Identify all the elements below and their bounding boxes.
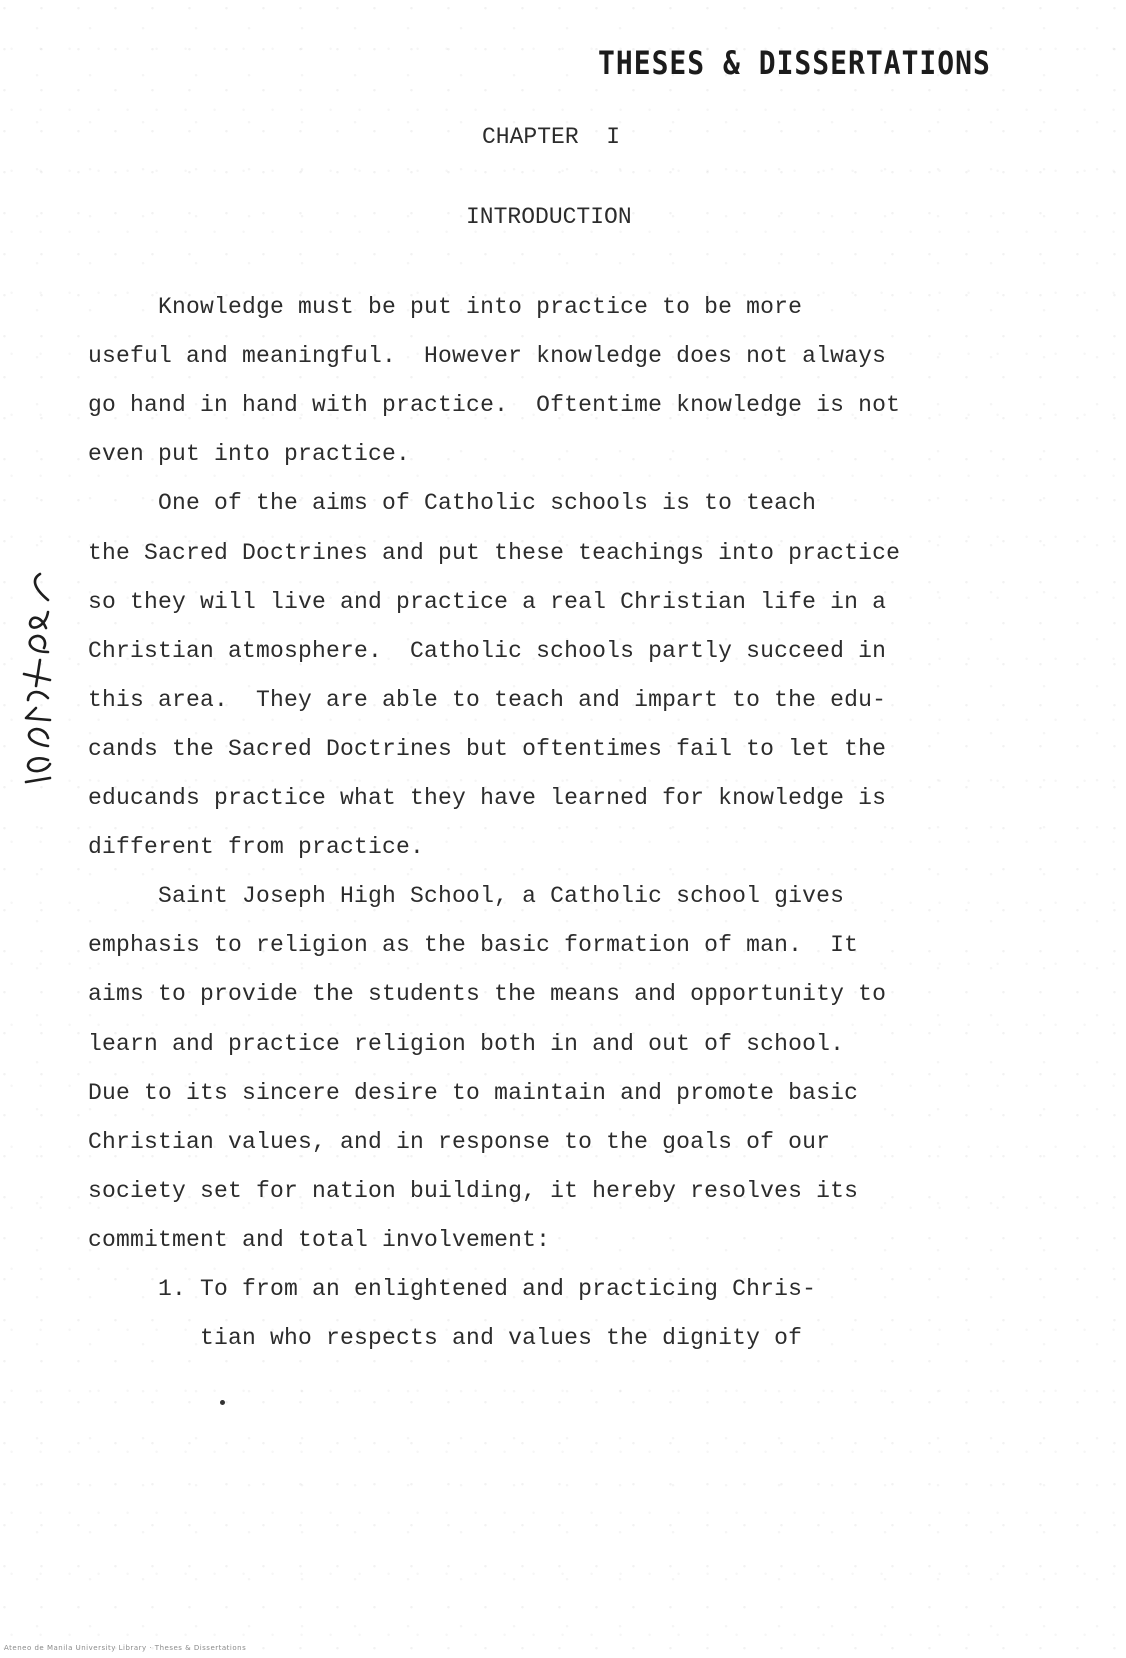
text-line: aims to provide the students the means and opportunity to — [88, 981, 887, 1007]
section-heading: INTRODUCTION — [466, 204, 632, 230]
text-line: commitment and total involvement: — [88, 1227, 551, 1253]
text-line: so they will live and practice a real Christian life in a — [88, 589, 887, 615]
chapter-heading: CHAPTER I — [482, 124, 621, 150]
ink-dot — [220, 1400, 225, 1405]
text-line: go hand in hand with practice. Oftentime knowledge is not — [88, 392, 901, 418]
text-line: emphasis to religion as the basic formation of man. It — [88, 932, 859, 958]
text-line: One of the aims of Catholic schools is to teach — [88, 490, 817, 516]
text-line: different from practice. — [88, 834, 425, 860]
text-line: this area. They are able to teach and impart to the edu- — [88, 687, 887, 713]
text-line: the Sacred Doctrines and put these teachings into practice — [88, 540, 901, 566]
text-line: Saint Joseph High School, a Catholic school gives — [88, 883, 845, 909]
text-line: society set for nation building, it hereby resolves its — [88, 1178, 859, 1204]
text-line: useful and meaningful. However knowledge does not always — [88, 343, 887, 369]
text-line: learn and practice religion both in and out of school. — [88, 1031, 845, 1057]
text-line: tian who respects and values the dignity of — [88, 1325, 803, 1351]
text-line: Christian atmosphere. Catholic schools partly succeed in — [88, 638, 887, 664]
text-line: Knowledge must be put into practice to be more — [88, 294, 803, 320]
text-line: even put into practice. — [88, 441, 411, 467]
text-line: Christian values, and in response to the goals of our — [88, 1129, 831, 1155]
page-footer: Ateneo de Manila University Library · Theses & Dissertations — [4, 1644, 247, 1652]
text-line: 1. To from an enlightened and practicing Chris- — [88, 1276, 817, 1302]
handwritten-margin-note — [6, 560, 66, 790]
text-line: educands practice what they have learned for knowledge is — [88, 785, 887, 811]
theses-dissertations-stamp: THESES & DISSERTATIONS — [598, 44, 991, 82]
text-line: cands the Sacred Doctrines but oftentimes fail to let the — [88, 736, 887, 762]
text-line: Due to its sincere desire to maintain and promote basic — [88, 1080, 859, 1106]
